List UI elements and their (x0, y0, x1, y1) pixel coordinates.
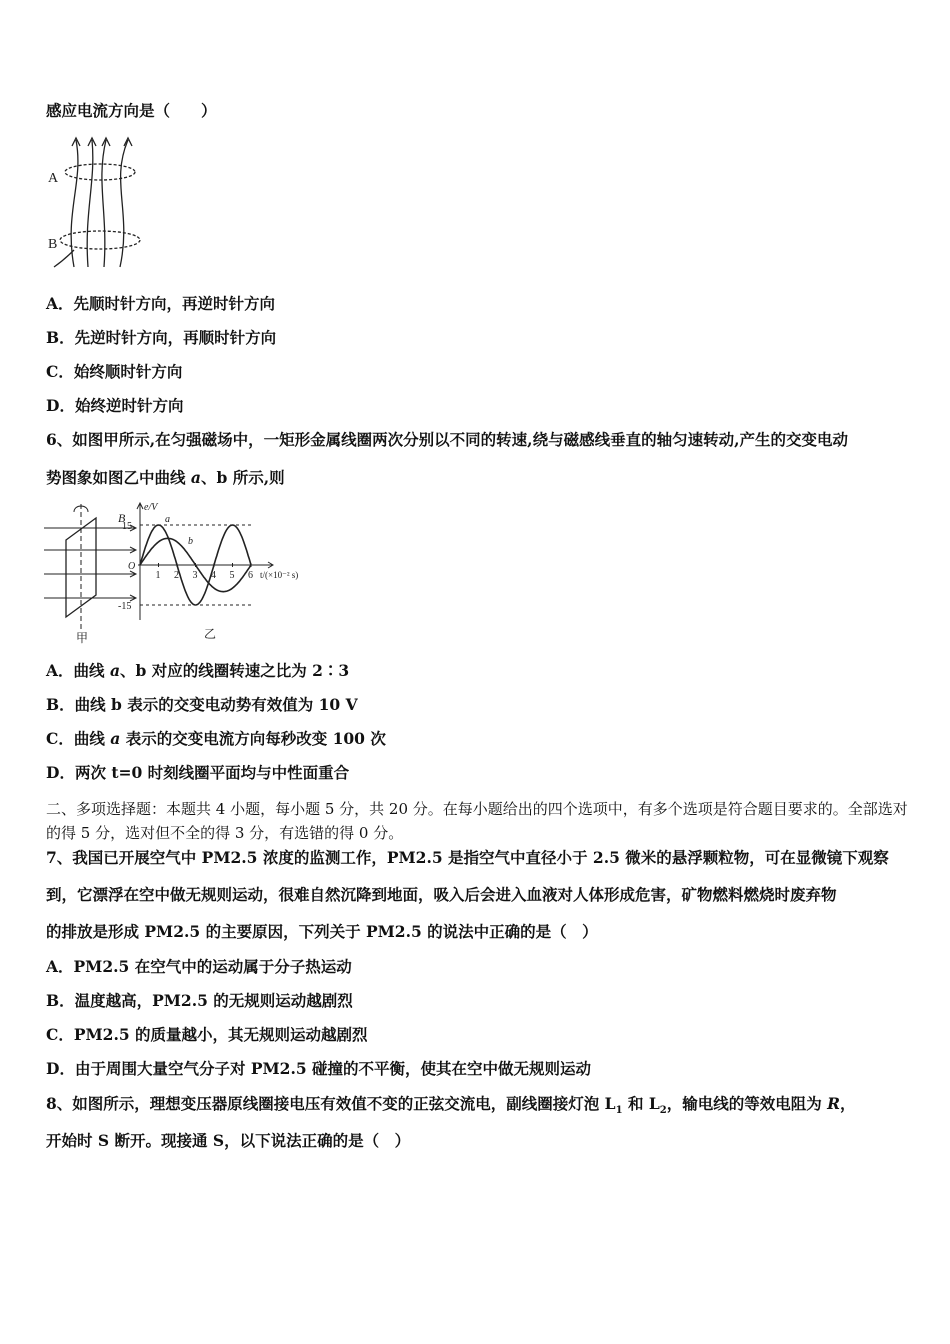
x-tick-label: 3 (192, 570, 198, 581)
q7-stem-line2: 到，它漂浮在空中做无规则运动，很难自然沉降到地面，吸入后会进入血液对人体形成危害，矿物燃料燃烧时废弃物 (46, 885, 837, 904)
y-tick-bottom: -15 (118, 601, 132, 612)
q6-option-c: C．曲线 a 表示的交变电流方向每秒改变 100 次 (46, 729, 386, 748)
section2-heading: 二、多项选择题：本题共 4 小题，每小题 5 分，共 20 分。在每小题给出的四个选项中，有多个选项是符合题目要求的。全部选对的得 5 分，选对但不全的得 3 分，有选错的得 0 分。 (46, 800, 908, 842)
q5-option-c: C．始终顺时针方向 (46, 362, 183, 381)
q8-stem-line1: 8、如图所示，理想变压器原线圈接电压有效值不变的正弦交流电，副线圈接灯泡 $L_1$ 和 $L_2$，输电线的等效电阻为 R， (46, 1094, 856, 1117)
field-b-label: B (118, 511, 126, 525)
y-tick-top: 15 (122, 521, 132, 532)
q8-stem-line2: 开始时 S 断开。现接通 S，以下说法正确的是（ ） (46, 1131, 411, 1150)
x-tick-label: 1 (155, 570, 161, 581)
q7-option-b: B．温度越高，PM2.5 的无规则运动越剧烈 (46, 991, 353, 1010)
y-axis-label: e/V (144, 502, 158, 513)
curve-a-label: a (165, 514, 170, 525)
q6-option-d: D．两次 t=0 时刻线圈平面均与中性面重合 (46, 763, 350, 782)
q5-magnet-figure (44, 132, 154, 272)
q6-stem-line1: 6、如图甲所示,在匀强磁场中，一矩形金属线圈两次分别以不同的转速,绕与磁感线垂直的轴匀速转动,产生的交变电动 (46, 430, 848, 449)
loop-b-label: B (48, 237, 58, 252)
curve-b-label: b (188, 536, 193, 547)
loop-a-label: A (48, 171, 59, 186)
q6-option-b: B．曲线 b 表示的交变电动势有效值为 10 V (46, 695, 358, 714)
q5-option-a: A．先顺时针方向，再逆时针方向 (46, 294, 276, 313)
q7-stem-line1: 7、我国已开展空气中 PM2.5 浓度的监测工作，PM2.5 是指空气中直径小于 2.5 微米的悬浮颗粒物，可在显微镜下观察 (46, 848, 889, 867)
yi-label: 乙 (204, 627, 217, 641)
q5-option-d: D．始终逆时针方向 (46, 396, 184, 415)
origin-label: O (128, 561, 136, 572)
x-tick-label: 2 (174, 570, 179, 581)
x-axis-label: t/(×10⁻² s) (260, 570, 299, 580)
q6-option-a: A．曲线 a、b 对应的线圈转速之比为 2∶3 (46, 661, 350, 680)
q6-stem-line2: 势图象如图乙中曲线 a、b 所示,则 (46, 468, 285, 487)
x-tick-label: 5 (229, 570, 235, 581)
x-tick-label: 6 (248, 570, 253, 581)
x-tick-label: 4 (211, 570, 216, 581)
q5-option-b: B．先逆时针方向，再顺时针方向 (46, 328, 277, 347)
q6-figure (40, 500, 330, 645)
jia-label: 甲 (76, 631, 89, 645)
q7-option-c: C．PM2.5 的质量越小，其无规则运动越剧烈 (46, 1025, 368, 1044)
q5-stem-tail: 感应电流方向是（ ） (46, 101, 217, 120)
q7-option-d: D．由于周围大量空气分子对 PM2.5 碰撞的不平衡，使其在空中做无规则运动 (46, 1059, 592, 1078)
q7-stem-line3: 的排放是形成 PM2.5 的主要原因，下列关于 PM2.5 的说法中正确的是（ ） (46, 922, 598, 941)
q7-option-a: A．PM2.5 在空气中的运动属于分子热运动 (46, 957, 352, 976)
